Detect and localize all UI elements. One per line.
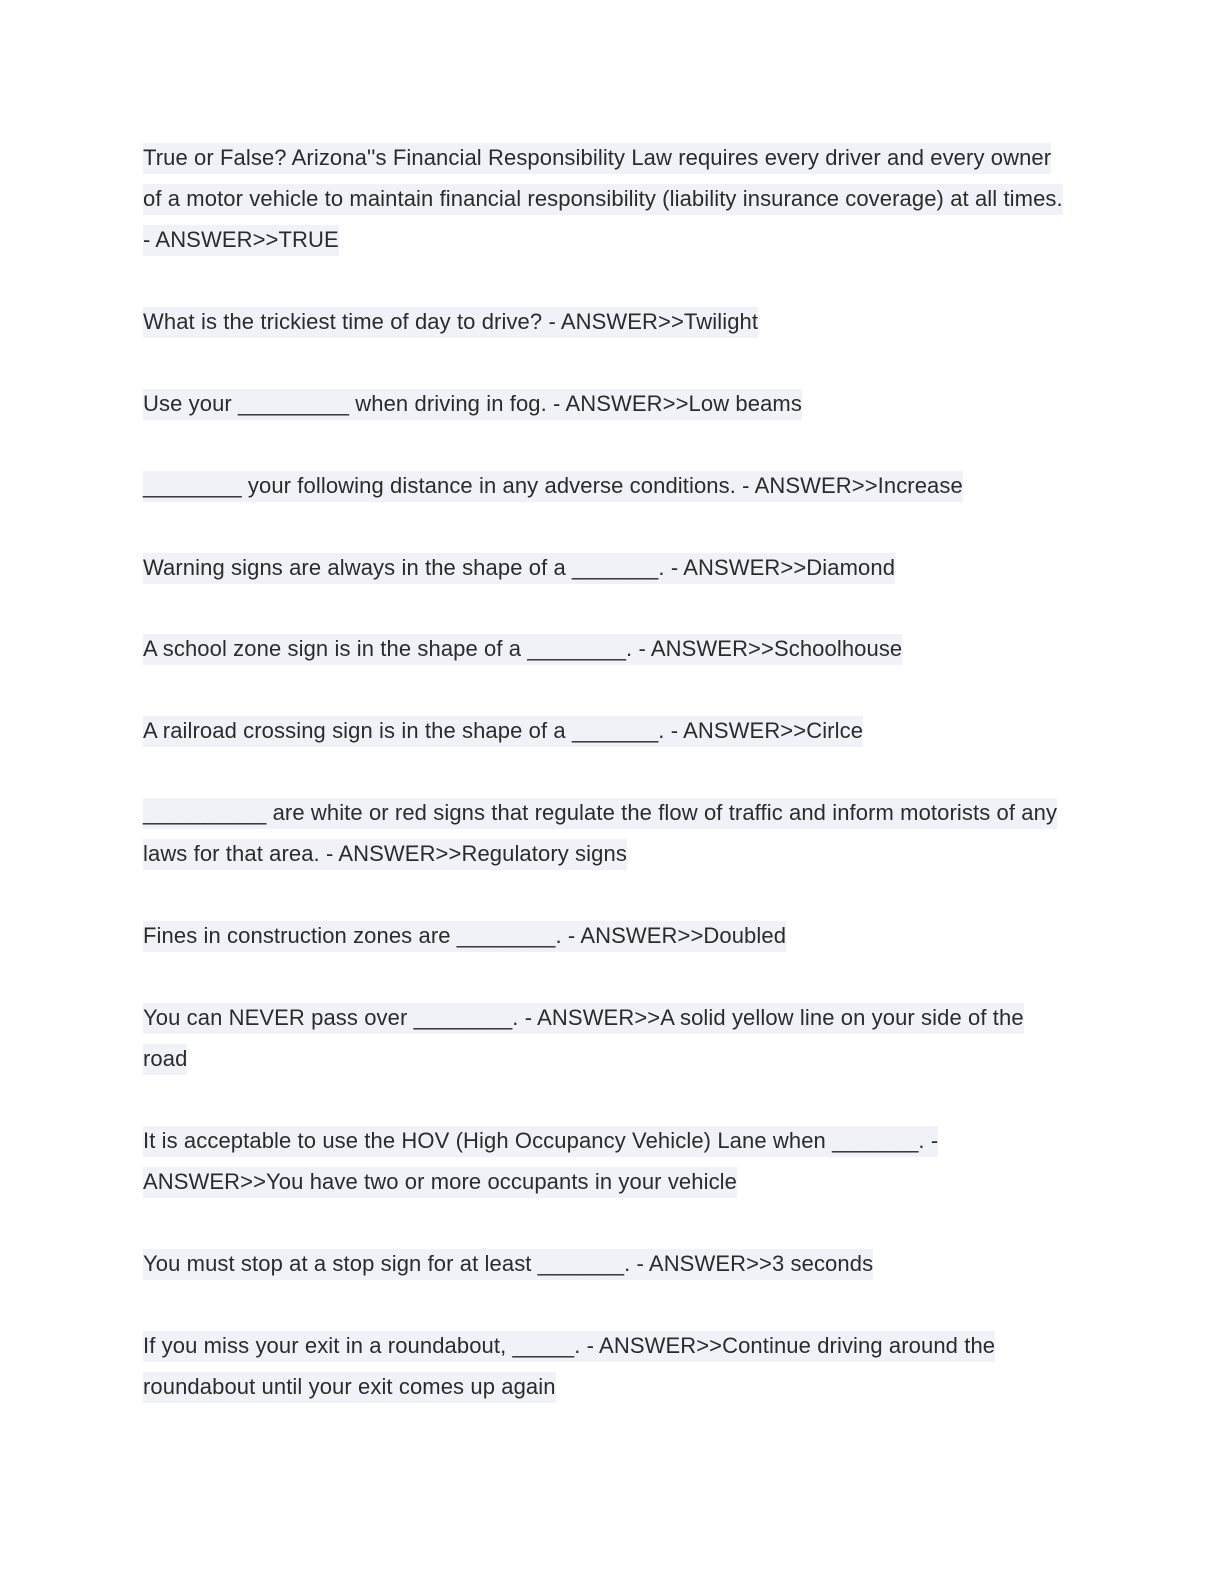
qa-text: You must stop at a stop sign for at least _______. - ANSWER>>3 seconds — [143, 1249, 873, 1280]
qa-item-11 — [143, 1120, 1068, 1202]
qa-text: __________ are white or red signs that regulate the flow of traffic and inform motorists of any laws for that area. - ANSWER>>Regulatory signs — [143, 798, 1057, 870]
qa-item-6 — [143, 628, 1068, 669]
qa-item-1 — [143, 137, 1068, 260]
qa-item-8 — [143, 792, 1068, 874]
qa-text: A school zone sign is in the shape of a ________. - ANSWER>>Schoolhouse — [143, 634, 902, 665]
qa-text: Warning signs are always in the shape of a _______. - ANSWER>>Diamond — [143, 553, 895, 584]
qa-item-7 — [143, 710, 1068, 751]
qa-text: Use your _________ when driving in fog. - ANSWER>>Low beams — [143, 389, 802, 420]
qa-item-9 — [143, 915, 1068, 956]
qa-text: Fines in construction zones are ________. - ANSWER>>Doubled — [143, 921, 786, 952]
qa-item-5 — [143, 547, 1068, 588]
qa-item-3 — [143, 383, 1068, 424]
qa-text: ________ your following distance in any adverse conditions. - ANSWER>>Increase — [143, 471, 963, 502]
qa-text: What is the trickiest time of day to drive? - ANSWER>>Twilight — [143, 307, 758, 338]
qa-item-10 — [143, 997, 1068, 1079]
qa-item-2 — [143, 301, 1068, 342]
qa-text: True or False? Arizona''s Financial Responsibility Law requires every driver and every owner of a motor vehicle to maintain financial responsibility (liability insurance coverage) at all times. - ANSWER>>TRUE — [143, 143, 1063, 256]
qa-item-4 — [143, 465, 1068, 506]
qa-item-12 — [143, 1243, 1068, 1284]
qa-item-13 — [143, 1325, 1068, 1407]
qa-text: A railroad crossing sign is in the shape of a _______. - ANSWER>>Cirlce — [143, 716, 863, 747]
qa-text: It is acceptable to use the HOV (High Occupancy Vehicle) Lane when _______. - ANSWER>>You have two or more occupants in your vehicle — [143, 1126, 938, 1198]
qa-text: You can NEVER pass over ________. - ANSWER>>A solid yellow line on your side of the road — [143, 1003, 1024, 1075]
qa-text: If you miss your exit in a roundabout, _____. - ANSWER>>Continue driving around the roundabout until your exit comes up again — [143, 1331, 995, 1403]
